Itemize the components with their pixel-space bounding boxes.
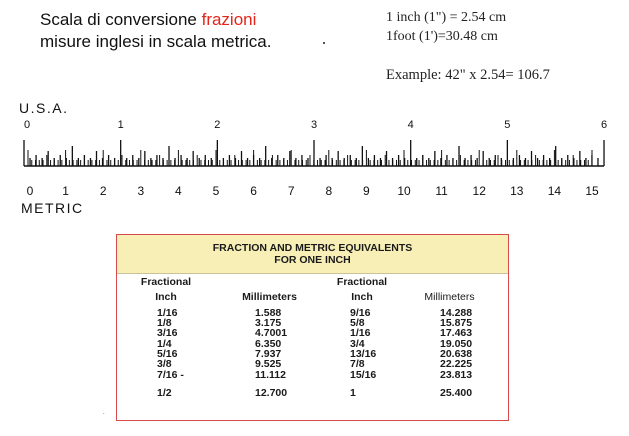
cm-label: 0 <box>26 184 34 198</box>
millimeter-cell: 20.638 <box>440 347 473 360</box>
header-fractional-2: Fractional <box>336 276 388 288</box>
stray-mark: . <box>103 410 105 416</box>
cm-labels <box>27 184 599 198</box>
inch-label: 4 <box>407 119 414 131</box>
fraction-cell: 1/16 <box>157 307 178 319</box>
heading-line-2: misure inglesi in scala metrica. <box>40 32 272 51</box>
decorative-dot <box>323 42 325 44</box>
header-inch-2: Inch <box>351 291 373 303</box>
conversion-table <box>116 234 509 421</box>
millimeter-cell: 25.400 <box>440 387 473 400</box>
cm-label: 12 <box>472 184 486 198</box>
right-mm-column <box>440 308 500 399</box>
fraction-cell: 5/16 <box>157 347 178 360</box>
fraction-cell: 1 <box>350 387 356 400</box>
cm-label: 11 <box>435 184 448 198</box>
millimeter-cell: 6.350 <box>255 337 282 350</box>
fraction-cell: 1/2 <box>157 387 172 400</box>
millimeter-cell: 19.050 <box>440 337 473 350</box>
foot-conversion: 1foot (1')=30.48 cm <box>386 29 498 44</box>
example-calculation: Example: 42" x 2.54= 106.7 <box>386 67 550 83</box>
cm-label: 6 <box>250 184 257 198</box>
fraction-cell: 1/4 <box>157 337 172 350</box>
usa-label: U.S.A. <box>19 100 69 116</box>
inch-label: 1 <box>117 119 124 131</box>
fraction-cell: 13/16 <box>350 347 377 360</box>
millimeter-cell: 9.525 <box>255 358 282 371</box>
left-fraction-column <box>157 308 217 399</box>
millimeter-cell: 14.288 <box>440 307 473 319</box>
millimeter-cell: 22.225 <box>440 358 473 371</box>
cm-label: 7 <box>287 184 295 198</box>
heading-line-1 <box>40 9 271 31</box>
millimeter-cell: 7.937 <box>255 347 282 360</box>
header-fractional-inch-1 <box>131 275 201 305</box>
cm-label: 2 <box>99 184 107 198</box>
fraction-cell: 7/16 - <box>157 369 184 382</box>
conversion-notes <box>386 8 506 46</box>
table-title-line-2: FOR ONE INCH <box>274 254 351 266</box>
millimeter-cell: 23.813 <box>440 369 473 382</box>
left-mm-column <box>255 308 315 399</box>
fraction-cell: 15/16 <box>350 369 377 382</box>
heading-highlight: frazioni <box>201 10 257 29</box>
fraction-cell: 5/8 <box>350 317 365 330</box>
inch-label: 2 <box>214 119 221 131</box>
cm-label: 4 <box>175 184 182 198</box>
fraction-cell: 3/16 <box>157 327 178 340</box>
cm-label: 1 <box>62 184 69 198</box>
inch-label: 6 <box>600 119 608 131</box>
millimeter-cell: 1.588 <box>255 307 282 319</box>
header-inch-1: Inch <box>155 291 177 303</box>
fraction-cell: 3/4 <box>350 337 365 350</box>
right-fraction-column <box>350 308 410 399</box>
table-title <box>117 235 508 274</box>
cm-label: 13 <box>510 184 524 198</box>
inch-labels <box>24 119 607 131</box>
header-fractional-1: Fractional <box>140 276 192 288</box>
cm-label: 14 <box>547 184 562 198</box>
table-title-line-1: FRACTION AND METRIC EQUIVALENTS <box>212 242 413 254</box>
millimeter-cell: 3.175 <box>255 317 282 330</box>
fraction-cell: 9/16 <box>350 307 371 319</box>
cm-label: 5 <box>212 184 220 198</box>
fraction-cell: 3/8 <box>157 358 172 371</box>
cm-label: 15 <box>585 184 599 198</box>
metric-label: METRIC <box>21 200 84 216</box>
inch-label: 0 <box>23 119 31 131</box>
header-millimeters-1: Millimeters <box>242 291 297 303</box>
header-millimeters-2: Millimeters <box>424 291 475 303</box>
millimeter-cell: 12.700 <box>255 387 288 400</box>
cm-label: 8 <box>325 184 333 198</box>
millimeter-cell: 11.112 <box>255 369 286 382</box>
cm-label: 9 <box>363 184 370 198</box>
fraction-cell: 1/8 <box>157 317 172 330</box>
inch-label: 5 <box>504 119 511 131</box>
millimeter-cell: 17.463 <box>440 327 473 340</box>
fraction-cell: 7/8 <box>350 358 365 371</box>
inch-conversion: 1 inch (1") = 2.54 cm <box>386 10 507 25</box>
cm-label: 3 <box>137 184 145 198</box>
inch-label: 3 <box>310 119 318 131</box>
page-heading <box>40 9 271 53</box>
heading-prefix: Scala di conversione <box>40 10 202 29</box>
ruler-illustration <box>0 95 629 220</box>
millimeter-cell: 4.7001 <box>255 327 288 340</box>
header-fractional-inch-2 <box>327 275 397 305</box>
fraction-cell: 1/16 <box>350 327 371 340</box>
millimeter-cell: 15.875 <box>440 317 473 330</box>
cm-label: 10 <box>397 184 411 198</box>
